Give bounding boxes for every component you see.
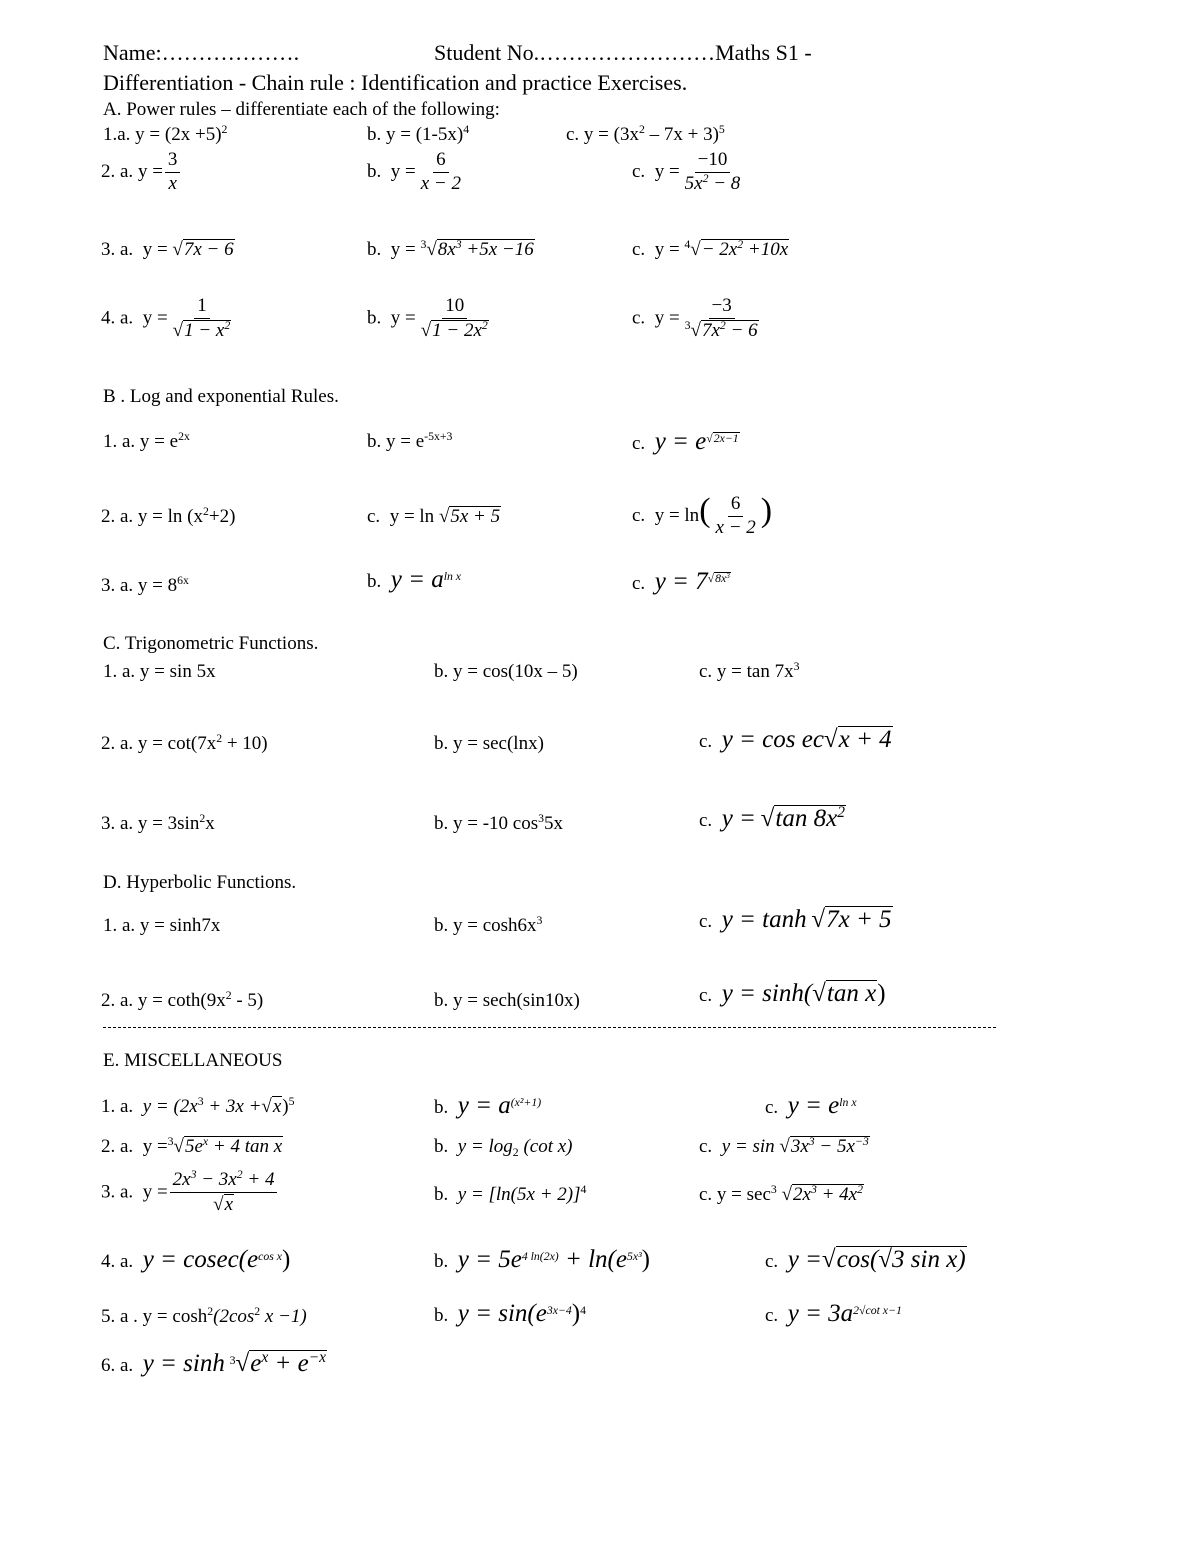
problem-d2b: b. y = sech(sin10x)	[434, 990, 580, 1011]
problem-e5b: b. $y = \sin(e^{3x-4})^4$	[434, 1300, 586, 1327]
problem-b1b: b. $y = e^{-5x+3}$	[367, 429, 453, 452]
problem-e2b: b. $y = \log_2 (\cot$ x)	[434, 1136, 573, 1160]
student-no-field: Student No.……………………Maths S1 -	[434, 40, 812, 65]
problem-a3a: 3. a. y = √7x − 6	[101, 239, 234, 260]
problem-e5c: c. $y = 3a^{2√cot x-1}$	[765, 1300, 902, 1327]
problem-e1b: b. $y = a^{(x^2+1)}$	[434, 1092, 542, 1119]
section-e-heading: E. MISCELLANEOUS	[103, 1050, 283, 1071]
problem-c1a: 1. a. y = sin 5x	[103, 661, 216, 682]
problem-b1c: c. $y = e^{√2x-1}$	[632, 428, 739, 455]
problem-c2b: b. y = sec(lnx)	[434, 733, 544, 754]
problem-e5a: 5. a . $y = \cosh^2(2\cos^2$ x −1)	[101, 1304, 307, 1327]
worksheet-title: Differentiation - Chain rule : Identification and practice Exercises.	[103, 70, 688, 95]
problem-b3c: c. $y = 7^{√8x^3}$	[632, 568, 730, 595]
problem-a1a: 1.a. $y = (2x +5)^2$	[103, 122, 228, 145]
problem-a1c: c. $y = (3x^2 - 7x + 3)^5$	[566, 122, 725, 145]
problem-c2c: c. y = cos ec√x + 4	[699, 726, 892, 753]
name-field: Name:……………….	[103, 40, 300, 65]
section-a-heading: A. Power rules – differentiate each of the following:	[103, 99, 500, 120]
problem-e3a: 3. a. y = $\frac{2x^3 - 3x^2 + 4}{√x}$	[101, 1170, 279, 1216]
problem-e2c: c. $y = \sin √3x^3 - 5x^{-3}$	[699, 1134, 869, 1157]
problem-d1a: 1. a. y = sinh7x	[103, 915, 221, 936]
problem-e3c: c. $y = \sec^3 √2x^3 + 4x^2$	[699, 1182, 863, 1205]
problem-d2a: 2. a. $y = \cot h(9x^2 - 5)$	[101, 988, 264, 1011]
problem-e4b: b. $y = 5e^{4 ln(2x)} + \ln(e^{5x^3})$	[434, 1246, 650, 1273]
section-d-heading: D. Hyperbolic Functions.	[103, 872, 297, 893]
problem-a3c: c. $y = ^4√- 2x^2 +10x$	[632, 237, 789, 260]
problem-d1c: c. y = tanh √7x + 5	[699, 906, 892, 933]
problem-b2b: c. y = ln √5x + 5	[367, 506, 501, 527]
section-c-heading: C. Trigonometric Functions.	[103, 633, 319, 654]
problem-a2a: 2. a. y = $\frac{3}{x}$	[101, 150, 182, 195]
problem-e1c: c. $y = e^{ln x}$	[765, 1092, 857, 1119]
problem-e1a: 1. a. $y = (2x^3 + 3x +√x)^5$	[101, 1094, 295, 1117]
problem-e3b: b. $y = [\ln(5x + 2)]^4$	[434, 1182, 587, 1205]
problem-e6a: 6. a. $y = \sinh ^3√e^x + e^{-x}$	[101, 1348, 327, 1377]
problem-b2c: c. y = ln( $\frac{6}{x - 2}$ )	[632, 492, 773, 539]
problem-b2a: 2. a. $y = \ln (x^2+2)$	[101, 504, 236, 527]
problem-a1b: b. $y = (1-5x)^4$	[367, 122, 470, 145]
section-b-heading: B . Log and exponential Rules.	[103, 386, 339, 407]
problem-a2b: b. y = $\frac{6}{x - 2}$	[367, 149, 461, 194]
problem-c2a: 2. a. $y = \cot(7x^2 + 10)$	[101, 731, 268, 754]
problem-c1c: c. $y = \tan 7x^3$	[699, 659, 800, 682]
problem-c3b: b. y = -10 $\cos^35x$	[434, 811, 564, 834]
problem-a3b: b. $y = ^3√8x^3 +5x -16$	[367, 237, 534, 260]
problem-a4c: c. y = $\frac{-3}{^3√7x^2 - 6}$	[632, 295, 758, 341]
problem-d1b: b. $y = \cosh 6x^3$	[434, 913, 543, 936]
problem-c3a: 3. a. $y = 3\sin^2x$	[101, 811, 215, 834]
problem-b3b: b. $y = a^{ln x}$	[367, 566, 462, 593]
section-separator	[103, 1027, 996, 1028]
problem-a4b: b. y = $\frac{10}{√1 - 2x^2}$	[367, 295, 488, 341]
problem-e2a: 2. a. $y =^3√5e^x + 4$ tan x	[101, 1134, 283, 1157]
problem-b3a: 3. a. $y = 8^{6x}$	[101, 573, 189, 596]
problem-e4a: 4. a. $y = cosec(e^{cos x})$	[101, 1246, 291, 1273]
problem-b1a: 1. a. $y = e^{2x}$	[103, 429, 190, 452]
problem-c3c: c. y = √tan $8x^2$	[699, 803, 845, 832]
problem-d2c: c. y = sinh(√tan x)	[699, 980, 886, 1007]
problem-e4c: c. y =√cos(√3 sin x)	[765, 1246, 966, 1273]
problem-c1b: b. y = cos(10x – 5)	[434, 661, 578, 682]
problem-a2c: c. y = $\frac{-10}{5x^2 - 8}$	[632, 149, 741, 194]
problem-a4a: 4. a. y = $\frac{1}{√1 - x^2}$	[101, 295, 231, 341]
